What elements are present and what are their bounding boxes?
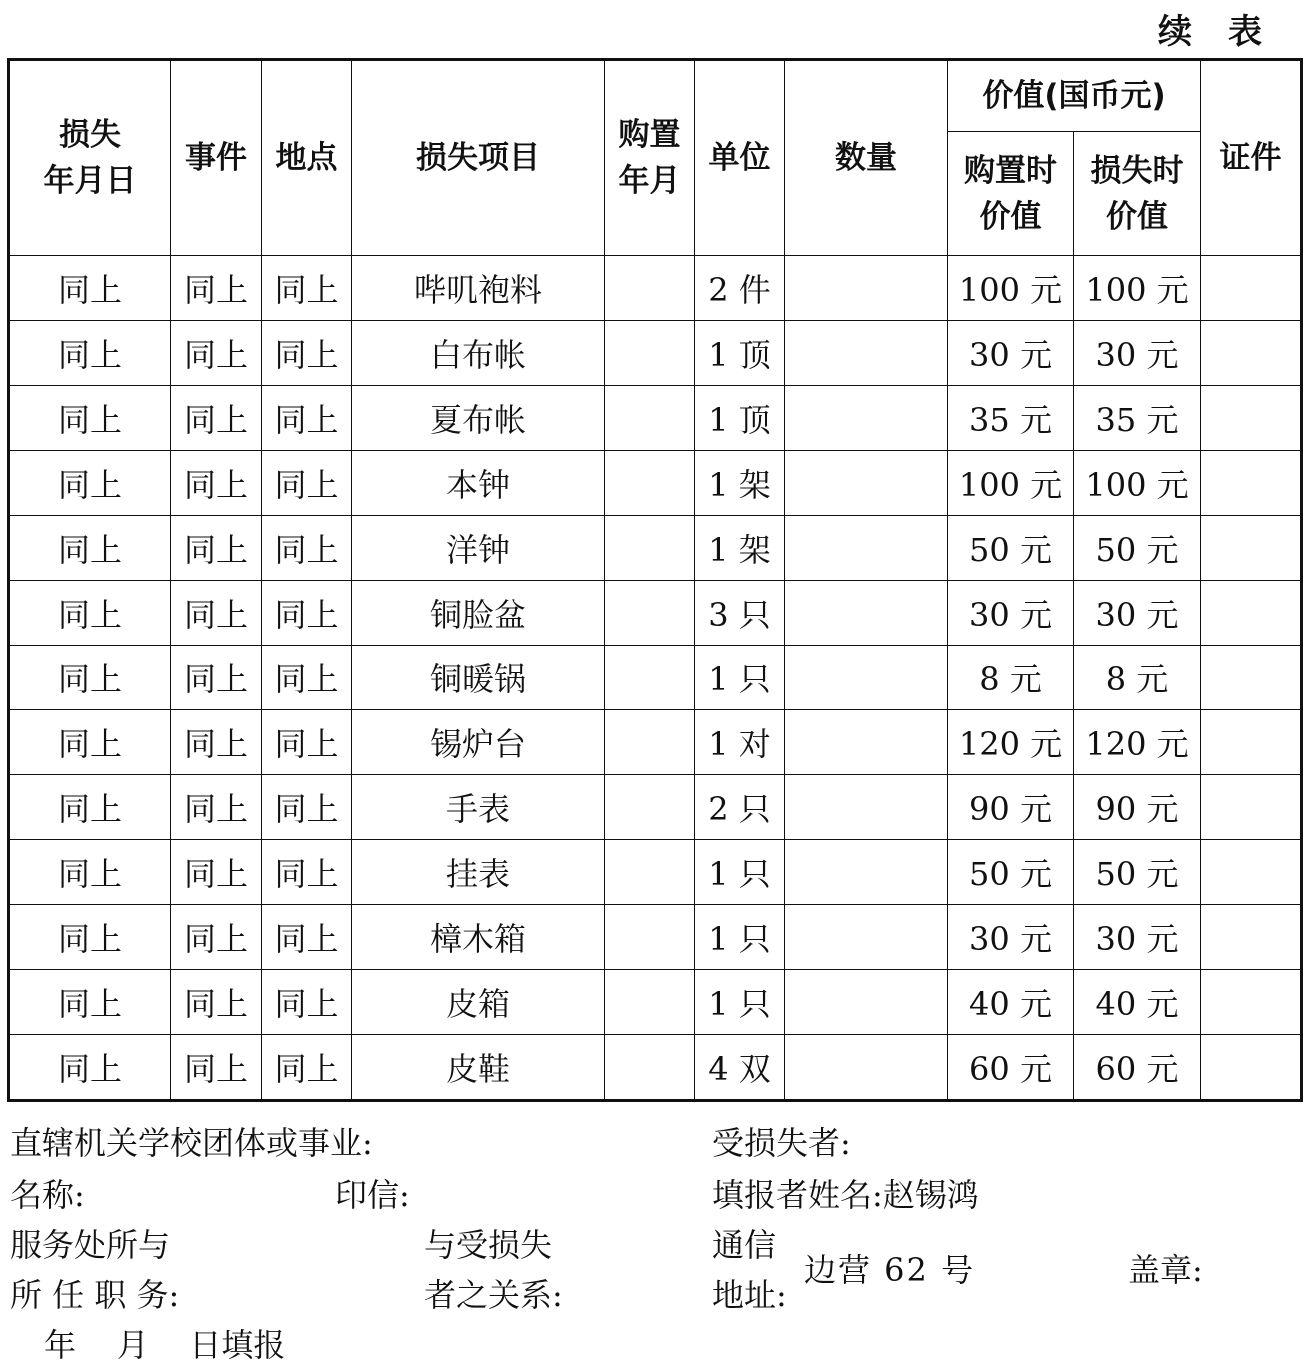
cell-proof bbox=[1201, 840, 1302, 905]
cell-value-loss: 100 元 bbox=[1074, 450, 1201, 515]
cell-event: 同上 bbox=[171, 515, 262, 580]
cell-purchase-date bbox=[605, 970, 695, 1035]
continued-label-char-2: 表 bbox=[1228, 12, 1264, 52]
header-value-at-loss-line-2: 价值 bbox=[1106, 198, 1168, 235]
cell-quantity bbox=[785, 775, 948, 840]
org-line: 直辖机关学校团体或事业: bbox=[10, 1124, 373, 1162]
cell-value-loss: 120 元 bbox=[1074, 710, 1201, 775]
cell-event: 同上 bbox=[171, 970, 262, 1035]
cell-item: 白布帐 bbox=[352, 320, 605, 385]
date-line: 年 月 日填报 bbox=[44, 1326, 286, 1364]
cell-unit: 1 只 bbox=[695, 645, 785, 710]
cell-item: 铜脸盆 bbox=[352, 580, 605, 645]
cell-quantity bbox=[785, 710, 948, 775]
header-event: 事件 bbox=[171, 60, 262, 256]
cell-unit: 1 顶 bbox=[695, 320, 785, 385]
cell-value-purchase: 120 元 bbox=[948, 710, 1074, 775]
table-row bbox=[9, 1035, 1302, 1101]
cell-unit: 1 只 bbox=[695, 905, 785, 970]
table-row bbox=[9, 450, 1302, 515]
cell-proof bbox=[1201, 645, 1302, 710]
cell-value-loss: 90 元 bbox=[1074, 775, 1201, 840]
header-purchase-date-line-2: 年月 bbox=[618, 163, 681, 199]
header-unit: 单位 bbox=[695, 60, 785, 256]
header-value-at-loss bbox=[1074, 132, 1201, 256]
header-value-at-purchase bbox=[948, 132, 1074, 256]
cell-location: 同上 bbox=[262, 515, 352, 580]
cell-quantity bbox=[785, 450, 948, 515]
cell-quantity bbox=[785, 320, 948, 385]
cell-location: 同上 bbox=[262, 775, 352, 840]
cell-purchase-date bbox=[605, 775, 695, 840]
cell-item: 手表 bbox=[352, 775, 605, 840]
cell-value-purchase: 8 元 bbox=[948, 645, 1074, 710]
table-row bbox=[9, 580, 1302, 645]
cell-purchase-date bbox=[605, 580, 695, 645]
cell-proof bbox=[1201, 1035, 1302, 1101]
relation-line-2: 者之关系: bbox=[424, 1276, 563, 1314]
cell-quantity bbox=[785, 385, 948, 450]
table-row bbox=[9, 385, 1302, 450]
cell-value-purchase: 30 元 bbox=[948, 580, 1074, 645]
cell-event: 同上 bbox=[171, 385, 262, 450]
cell-value-loss: 50 元 bbox=[1074, 840, 1201, 905]
cell-purchase-date bbox=[605, 710, 695, 775]
cell-unit: 1 只 bbox=[695, 970, 785, 1035]
cell-value-purchase: 50 元 bbox=[948, 840, 1074, 905]
header-value-at-purchase-line-2: 价值 bbox=[979, 198, 1042, 235]
cell-proof bbox=[1201, 905, 1302, 970]
cell-location: 同上 bbox=[262, 580, 352, 645]
table-row bbox=[9, 970, 1302, 1035]
header-value-at-purchase-line-1: 购置时 bbox=[964, 152, 1057, 189]
cell-value-loss: 35 元 bbox=[1074, 385, 1201, 450]
cell-value-purchase: 100 元 bbox=[948, 450, 1074, 515]
cell-unit: 1 只 bbox=[695, 840, 785, 905]
cell-item: 皮箱 bbox=[352, 970, 605, 1035]
cell-quantity bbox=[785, 840, 948, 905]
seal-label: 印信: bbox=[335, 1176, 410, 1214]
cell-date: 同上 bbox=[9, 905, 171, 970]
cell-location: 同上 bbox=[262, 450, 352, 515]
cell-item: 本钟 bbox=[352, 450, 605, 515]
table-row bbox=[9, 775, 1302, 840]
cell-unit: 1 架 bbox=[695, 515, 785, 580]
cell-value-purchase: 35 元 bbox=[948, 385, 1074, 450]
cell-quantity bbox=[785, 1035, 948, 1101]
continued-label-char-1: 续 bbox=[1158, 12, 1194, 52]
cell-proof bbox=[1201, 385, 1302, 450]
cell-value-loss: 60 元 bbox=[1074, 1035, 1201, 1101]
loss-report-table bbox=[7, 58, 1303, 1102]
cell-event: 同上 bbox=[171, 840, 262, 905]
cell-date: 同上 bbox=[9, 385, 171, 450]
header-loss-date-line-1: 损失 bbox=[59, 117, 121, 153]
cell-purchase-date bbox=[605, 385, 695, 450]
cell-value-loss: 50 元 bbox=[1074, 515, 1201, 580]
cell-proof bbox=[1201, 970, 1302, 1035]
cell-date: 同上 bbox=[9, 450, 171, 515]
cell-location: 同上 bbox=[262, 256, 352, 321]
header-purchase-date bbox=[605, 60, 695, 256]
cell-event: 同上 bbox=[171, 580, 262, 645]
cell-value-loss: 30 元 bbox=[1074, 580, 1201, 645]
cell-date: 同上 bbox=[9, 320, 171, 385]
cell-purchase-date bbox=[605, 320, 695, 385]
cell-value-loss: 8 元 bbox=[1074, 645, 1201, 710]
cell-event: 同上 bbox=[171, 905, 262, 970]
header-proof: 证件 bbox=[1201, 60, 1302, 256]
cell-item: 皮鞋 bbox=[352, 1035, 605, 1101]
cell-proof bbox=[1201, 580, 1302, 645]
cell-date: 同上 bbox=[9, 645, 171, 710]
header-loss-date bbox=[9, 60, 171, 256]
header-value-group: 价值(国币元) bbox=[948, 60, 1201, 132]
cell-date: 同上 bbox=[9, 580, 171, 645]
cell-location: 同上 bbox=[262, 320, 352, 385]
address-value: 边营 62 号 bbox=[804, 1251, 976, 1289]
cell-purchase-date bbox=[605, 450, 695, 515]
header-purchase-date-line-1: 购置 bbox=[618, 117, 681, 153]
cell-quantity bbox=[785, 515, 948, 580]
cell-item: 锡炉台 bbox=[352, 710, 605, 775]
continued-table-label bbox=[1158, 4, 1264, 53]
cell-date: 同上 bbox=[9, 970, 171, 1035]
cell-proof bbox=[1201, 775, 1302, 840]
cell-quantity bbox=[785, 256, 948, 321]
cell-item: 樟木箱 bbox=[352, 905, 605, 970]
cell-unit: 1 顶 bbox=[695, 385, 785, 450]
cell-purchase-date bbox=[605, 1035, 695, 1101]
cell-value-purchase: 30 元 bbox=[948, 320, 1074, 385]
cell-value-loss: 30 元 bbox=[1074, 320, 1201, 385]
cell-unit: 2 只 bbox=[695, 775, 785, 840]
cell-proof bbox=[1201, 256, 1302, 321]
header-loss-date-line-2: 年月日 bbox=[43, 163, 137, 199]
cell-event: 同上 bbox=[171, 320, 262, 385]
cell-date: 同上 bbox=[9, 775, 171, 840]
service-line-1: 服务处所与 bbox=[10, 1226, 171, 1264]
cell-value-purchase: 40 元 bbox=[948, 970, 1074, 1035]
cell-item: 洋钟 bbox=[352, 515, 605, 580]
reporter-label: 填报者姓名:赵锡鸿 bbox=[712, 1176, 979, 1214]
cell-proof bbox=[1201, 515, 1302, 580]
cell-quantity bbox=[785, 905, 948, 970]
cell-location: 同上 bbox=[262, 385, 352, 450]
cell-date: 同上 bbox=[9, 256, 171, 321]
cell-date: 同上 bbox=[9, 840, 171, 905]
contact-line-2: 地址: bbox=[712, 1276, 787, 1314]
cell-location: 同上 bbox=[262, 840, 352, 905]
name-label: 名称: bbox=[10, 1176, 85, 1214]
cell-proof bbox=[1201, 320, 1302, 385]
cell-location: 同上 bbox=[262, 1035, 352, 1101]
cell-unit: 2 件 bbox=[695, 256, 785, 321]
victim-label: 受损失者: bbox=[712, 1124, 851, 1162]
table-row bbox=[9, 320, 1302, 385]
cell-date: 同上 bbox=[9, 515, 171, 580]
cell-unit: 1 对 bbox=[695, 710, 785, 775]
cell-purchase-date bbox=[605, 515, 695, 580]
table-row bbox=[9, 905, 1302, 970]
cell-location: 同上 bbox=[262, 645, 352, 710]
cell-event: 同上 bbox=[171, 710, 262, 775]
cell-location: 同上 bbox=[262, 970, 352, 1035]
header-item: 损失项目 bbox=[352, 60, 605, 256]
cell-quantity bbox=[785, 970, 948, 1035]
cell-event: 同上 bbox=[171, 1035, 262, 1101]
cell-event: 同上 bbox=[171, 450, 262, 515]
service-line-2: 所 任 职 务: bbox=[10, 1276, 180, 1314]
cell-purchase-date bbox=[605, 840, 695, 905]
cell-item: 夏布帐 bbox=[352, 385, 605, 450]
cell-value-purchase: 100 元 bbox=[948, 256, 1074, 321]
cell-value-loss: 100 元 bbox=[1074, 256, 1201, 321]
table-body bbox=[9, 256, 1302, 1101]
cell-value-purchase: 60 元 bbox=[948, 1035, 1074, 1101]
cell-date: 同上 bbox=[9, 710, 171, 775]
relation-line-1: 与受损失 bbox=[424, 1226, 553, 1264]
report-footer bbox=[0, 1110, 1311, 1367]
table-row bbox=[9, 645, 1302, 710]
cell-location: 同上 bbox=[262, 710, 352, 775]
cell-date: 同上 bbox=[9, 1035, 171, 1101]
cell-unit: 4 双 bbox=[695, 1035, 785, 1101]
cell-unit: 1 架 bbox=[695, 450, 785, 515]
header-location: 地点 bbox=[262, 60, 352, 256]
cell-event: 同上 bbox=[171, 256, 262, 321]
cell-location: 同上 bbox=[262, 905, 352, 970]
cell-purchase-date bbox=[605, 645, 695, 710]
cell-value-loss: 40 元 bbox=[1074, 970, 1201, 1035]
cell-proof bbox=[1201, 450, 1302, 515]
header-quantity: 数量 bbox=[785, 60, 948, 256]
table-row bbox=[9, 840, 1302, 905]
cell-value-purchase: 30 元 bbox=[948, 905, 1074, 970]
cell-event: 同上 bbox=[171, 775, 262, 840]
cell-value-loss: 30 元 bbox=[1074, 905, 1201, 970]
cell-item: 哔叽袍料 bbox=[352, 256, 605, 321]
cell-quantity bbox=[785, 580, 948, 645]
cell-proof bbox=[1201, 710, 1302, 775]
table-row bbox=[9, 256, 1302, 321]
cell-item: 铜暖锅 bbox=[352, 645, 605, 710]
cell-value-purchase: 90 元 bbox=[948, 775, 1074, 840]
cell-purchase-date bbox=[605, 905, 695, 970]
table-row bbox=[9, 515, 1302, 580]
cell-unit: 3 只 bbox=[695, 580, 785, 645]
cell-purchase-date bbox=[605, 256, 695, 321]
header-value-at-loss-line-1: 损失时 bbox=[1090, 152, 1184, 189]
contact-line-1: 通信 bbox=[712, 1226, 777, 1264]
cell-item: 挂表 bbox=[352, 840, 605, 905]
stamp-label: 盖章: bbox=[1128, 1251, 1203, 1289]
table-row bbox=[9, 710, 1302, 775]
cell-event: 同上 bbox=[171, 645, 262, 710]
cell-quantity bbox=[785, 645, 948, 710]
cell-value-purchase: 50 元 bbox=[948, 515, 1074, 580]
